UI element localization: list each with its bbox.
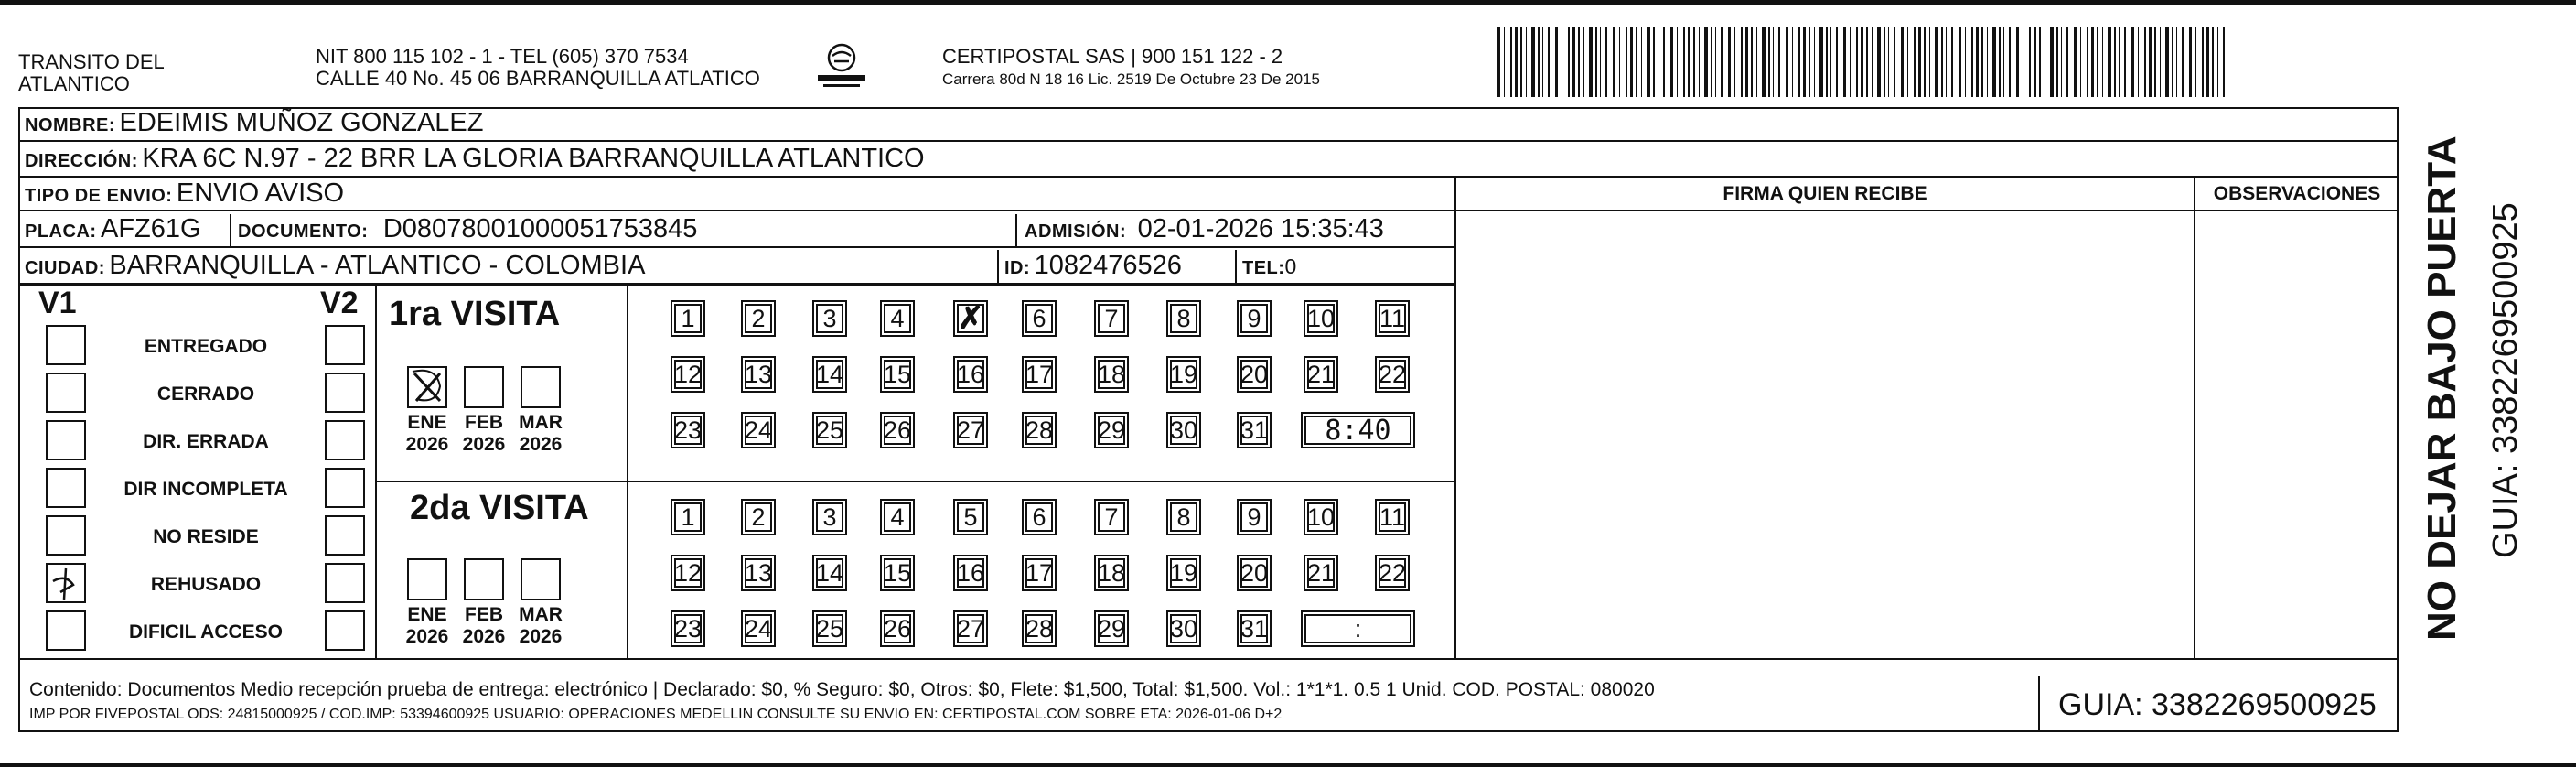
day-box[interactable]: 16	[953, 356, 988, 393]
footer-imp: IMP POR FIVEPOSTAL ODS: 24815000925 / COD.IMP: 53394600925 USUARIO: OPERACIONES MEDELLIN CONSULTE SU ENVIO EN: CERTIPOSTAL.COM SOBRE ETA: 2026-01-06 D+2	[29, 707, 1283, 722]
ciudad-value: BARRANQUILLA - ATLANTICO - COLOMBIA	[109, 251, 646, 280]
no-dejar-bajo-puerta: NO DEJAR BAJO PUERTA	[2420, 135, 2464, 641]
day-box[interactable]: 9	[1237, 499, 1272, 535]
day-box[interactable]: 18	[1094, 555, 1129, 591]
month-label: ENE 2026	[405, 412, 449, 455]
day-box[interactable]: 15	[880, 356, 915, 393]
day-box[interactable]: 2	[741, 300, 776, 337]
company-line-1: TRANSITO DEL	[18, 50, 165, 73]
day-box[interactable]: 30	[1166, 412, 1201, 448]
day-box[interactable]: 21	[1304, 555, 1338, 591]
day-box[interactable]: 25	[812, 412, 847, 448]
v2-label: V2	[320, 286, 359, 320]
tel-field	[1242, 254, 1296, 279]
day-box[interactable]: 28	[1022, 412, 1057, 448]
v1-label: V1	[38, 286, 77, 320]
day-box[interactable]: 28	[1022, 610, 1057, 647]
day-box[interactable]: 31	[1237, 412, 1272, 448]
month-checkbox[interactable]	[407, 558, 447, 600]
certipostal-logo	[814, 41, 869, 92]
nombre-field	[25, 108, 483, 138]
placa-value: AFZ61G	[101, 214, 201, 243]
day-box[interactable]: 14	[812, 555, 847, 591]
placa-label: PLACA:	[25, 221, 97, 242]
reason-label: NO RESIDE	[153, 526, 259, 547]
nombre-label: NOMBRE:	[25, 115, 116, 135]
day-box[interactable]: 9	[1237, 300, 1272, 337]
documento-label: DOCUMENTO:	[238, 221, 369, 242]
ciudad-label: CIUDAD:	[25, 258, 105, 278]
day-box[interactable]: 22	[1375, 356, 1410, 393]
x-mark-icon	[409, 368, 445, 406]
footer-contenido: Contenido: Documentos Medio recepción prueba de entrega: electrónico | Declarado: $0, % Seguro: $0, Otros: $0, Flete: $1,500, Total: $1,500. Vol.: 1*1*1. 0.5 1 Unid. COD. POSTAL: 080020	[29, 679, 1655, 700]
reason-label: DIR. ERRADA	[143, 431, 269, 452]
documento-value: D08078001000051753845	[382, 214, 698, 243]
day-box[interactable]: 19	[1166, 555, 1201, 591]
day-box[interactable]: 30	[1166, 610, 1201, 647]
observaciones-header: OBSERVACIONES	[2195, 178, 2399, 211]
reason-label: DIR INCOMPLETA	[123, 479, 288, 500]
month-checkbox[interactable]	[464, 558, 504, 600]
day-box[interactable]: 1	[671, 300, 705, 337]
day-box[interactable]: 4	[880, 499, 915, 535]
day-box[interactable]: 22	[1375, 555, 1410, 591]
reason-label: REHUSADO	[150, 574, 262, 595]
firma-column	[1454, 178, 2195, 658]
day-box[interactable]: 14	[812, 356, 847, 393]
day-box[interactable]: 12	[671, 356, 705, 393]
courier-address: Carrera 80d N 18 16 Lic. 2519 De Octubre 23 De 2015	[942, 70, 1320, 88]
day-box[interactable]: 15	[880, 555, 915, 591]
day-box[interactable]: 6	[1022, 300, 1057, 337]
v2-checkbox[interactable]	[325, 610, 365, 651]
month-label: ENE 2026	[405, 604, 449, 647]
month-checkbox[interactable]	[521, 558, 561, 600]
day-box[interactable]: 26	[880, 412, 915, 448]
day-box[interactable]: 13	[741, 555, 776, 591]
courier-info	[942, 46, 1320, 89]
day-box[interactable]: 21	[1304, 356, 1338, 393]
day-box[interactable]: 3	[812, 300, 847, 337]
day-box[interactable]: 1	[671, 499, 705, 535]
day-box[interactable]: 16	[953, 555, 988, 591]
day-box[interactable]: 11	[1375, 499, 1410, 535]
placa-field	[25, 214, 201, 244]
nombre-value: EDEIMIS MUÑOZ GONZALEZ	[119, 108, 484, 137]
tipo-label: TIPO DE ENVIO:	[25, 186, 173, 206]
month-checkbox[interactable]	[521, 366, 561, 408]
divider-placa	[230, 214, 231, 246]
v2-checkbox[interactable]	[325, 515, 365, 556]
month-label: MAR 2026	[519, 412, 563, 455]
day-box[interactable]: 2	[741, 499, 776, 535]
month-label: FEB 2026	[462, 604, 506, 647]
reason-label: ENTREGADO	[144, 336, 268, 357]
ciudad-field	[25, 251, 645, 281]
v2-checkbox[interactable]	[325, 468, 365, 508]
tel-label: TEL:	[1242, 258, 1285, 278]
v2-checkbox[interactable]	[325, 373, 365, 413]
reason-label: DIFICIL ACCESO	[128, 621, 283, 643]
day-box[interactable]: 12	[671, 555, 705, 591]
tel-box	[1235, 250, 1237, 283]
day-box[interactable]: 27	[953, 610, 988, 647]
day-box[interactable]: 13	[741, 356, 776, 393]
day-box[interactable]: 23	[671, 610, 705, 647]
id-value: 1082476526	[1034, 251, 1182, 280]
v2-checkbox[interactable]	[325, 325, 365, 365]
tipo-value: ENVIO AVISO	[176, 178, 345, 208]
tipo-field	[25, 178, 344, 209]
barcode	[1497, 27, 2225, 97]
company-name	[18, 51, 165, 95]
day-box[interactable]: 20	[1237, 555, 1272, 591]
day-box[interactable]: 17	[1022, 555, 1057, 591]
day-box[interactable]: 7	[1094, 300, 1129, 337]
bottom-border	[0, 763, 2576, 767]
day-box[interactable]: 19	[1166, 356, 1201, 393]
day-box[interactable]: 29	[1094, 412, 1129, 448]
documento-field	[238, 214, 697, 244]
address-line: CALLE 40 No. 45 06 BARRANQUILLA ATLATICO	[316, 67, 760, 90]
direccion-label: DIRECCIÓN:	[25, 151, 138, 171]
day-box-marked[interactable]: ✗	[953, 300, 988, 337]
day-box[interactable]: 10	[1304, 499, 1338, 535]
firma-header: FIRMA QUIEN RECIBE	[1454, 178, 2195, 211]
admision-value: 02-01-2026 15:35:43	[1137, 214, 1384, 243]
direccion-field	[25, 144, 925, 174]
day-box[interactable]: 31	[1237, 610, 1272, 647]
tel-value: 0	[1284, 254, 1297, 278]
day-box[interactable]: 17	[1022, 356, 1057, 393]
direccion-value: KRA 6C N.97 - 22 BRR LA GLORIA BARRANQUILLA ATLANTICO	[142, 144, 925, 173]
day-box[interactable]: 25	[812, 610, 847, 647]
time-box[interactable]: 8:40	[1301, 412, 1415, 448]
second-visit-title: 2da VISITA	[410, 489, 589, 527]
day-box[interactable]: 10	[1304, 300, 1338, 337]
time-box[interactable]: :	[1301, 610, 1415, 647]
month-column-divider	[627, 285, 628, 658]
id-label: ID:	[1004, 258, 1031, 278]
top-border	[0, 0, 2576, 5]
month-checkbox[interactable]	[464, 366, 504, 408]
day-box[interactable]: 4	[880, 300, 915, 337]
day-box[interactable]: 18	[1094, 356, 1129, 393]
reason-label: CERRADO	[156, 384, 255, 405]
day-box[interactable]: 11	[1375, 300, 1410, 337]
month-label: FEB 2026	[462, 412, 506, 455]
nit-line: NIT 800 115 102 - 1 - TEL (605) 370 7534	[316, 45, 689, 68]
month-checkbox[interactable]	[407, 366, 447, 408]
month-label: MAR 2026	[519, 604, 563, 647]
day-box[interactable]: 8	[1166, 300, 1201, 337]
day-box[interactable]: 6	[1022, 499, 1057, 535]
side-guia: GUIA: 3382269500925	[2486, 202, 2525, 558]
admision-label: ADMISIÓN:	[1025, 221, 1127, 242]
day-box[interactable]: 3	[812, 499, 847, 535]
day-box[interactable]: 8	[1166, 499, 1201, 535]
day-box[interactable]: 23	[671, 412, 705, 448]
id-field	[1004, 251, 1182, 281]
visit-split-line	[375, 481, 1454, 482]
first-visit-title: 1ra VISITA	[389, 295, 561, 333]
company-line-2: ATLANTICO	[18, 72, 130, 95]
v-column-divider	[375, 285, 377, 658]
day-box[interactable]: 24	[741, 412, 776, 448]
day-box[interactable]: 27	[953, 412, 988, 448]
day-box[interactable]: 5	[953, 499, 988, 535]
v2-checkbox[interactable]	[325, 420, 365, 460]
day-box[interactable]: 7	[1094, 499, 1129, 535]
day-box[interactable]: 20	[1237, 356, 1272, 393]
admision-field	[1025, 214, 1384, 244]
v2-checkbox[interactable]	[325, 563, 365, 603]
footer-guia: GUIA: 3382269500925	[2058, 687, 2377, 722]
day-box[interactable]: 29	[1094, 610, 1129, 647]
courier-line: CERTIPOSTAL SAS | 900 151 122 - 2	[942, 45, 1283, 68]
day-box[interactable]: 26	[880, 610, 915, 647]
company-contact	[316, 46, 760, 90]
day-box[interactable]: 24	[741, 610, 776, 647]
